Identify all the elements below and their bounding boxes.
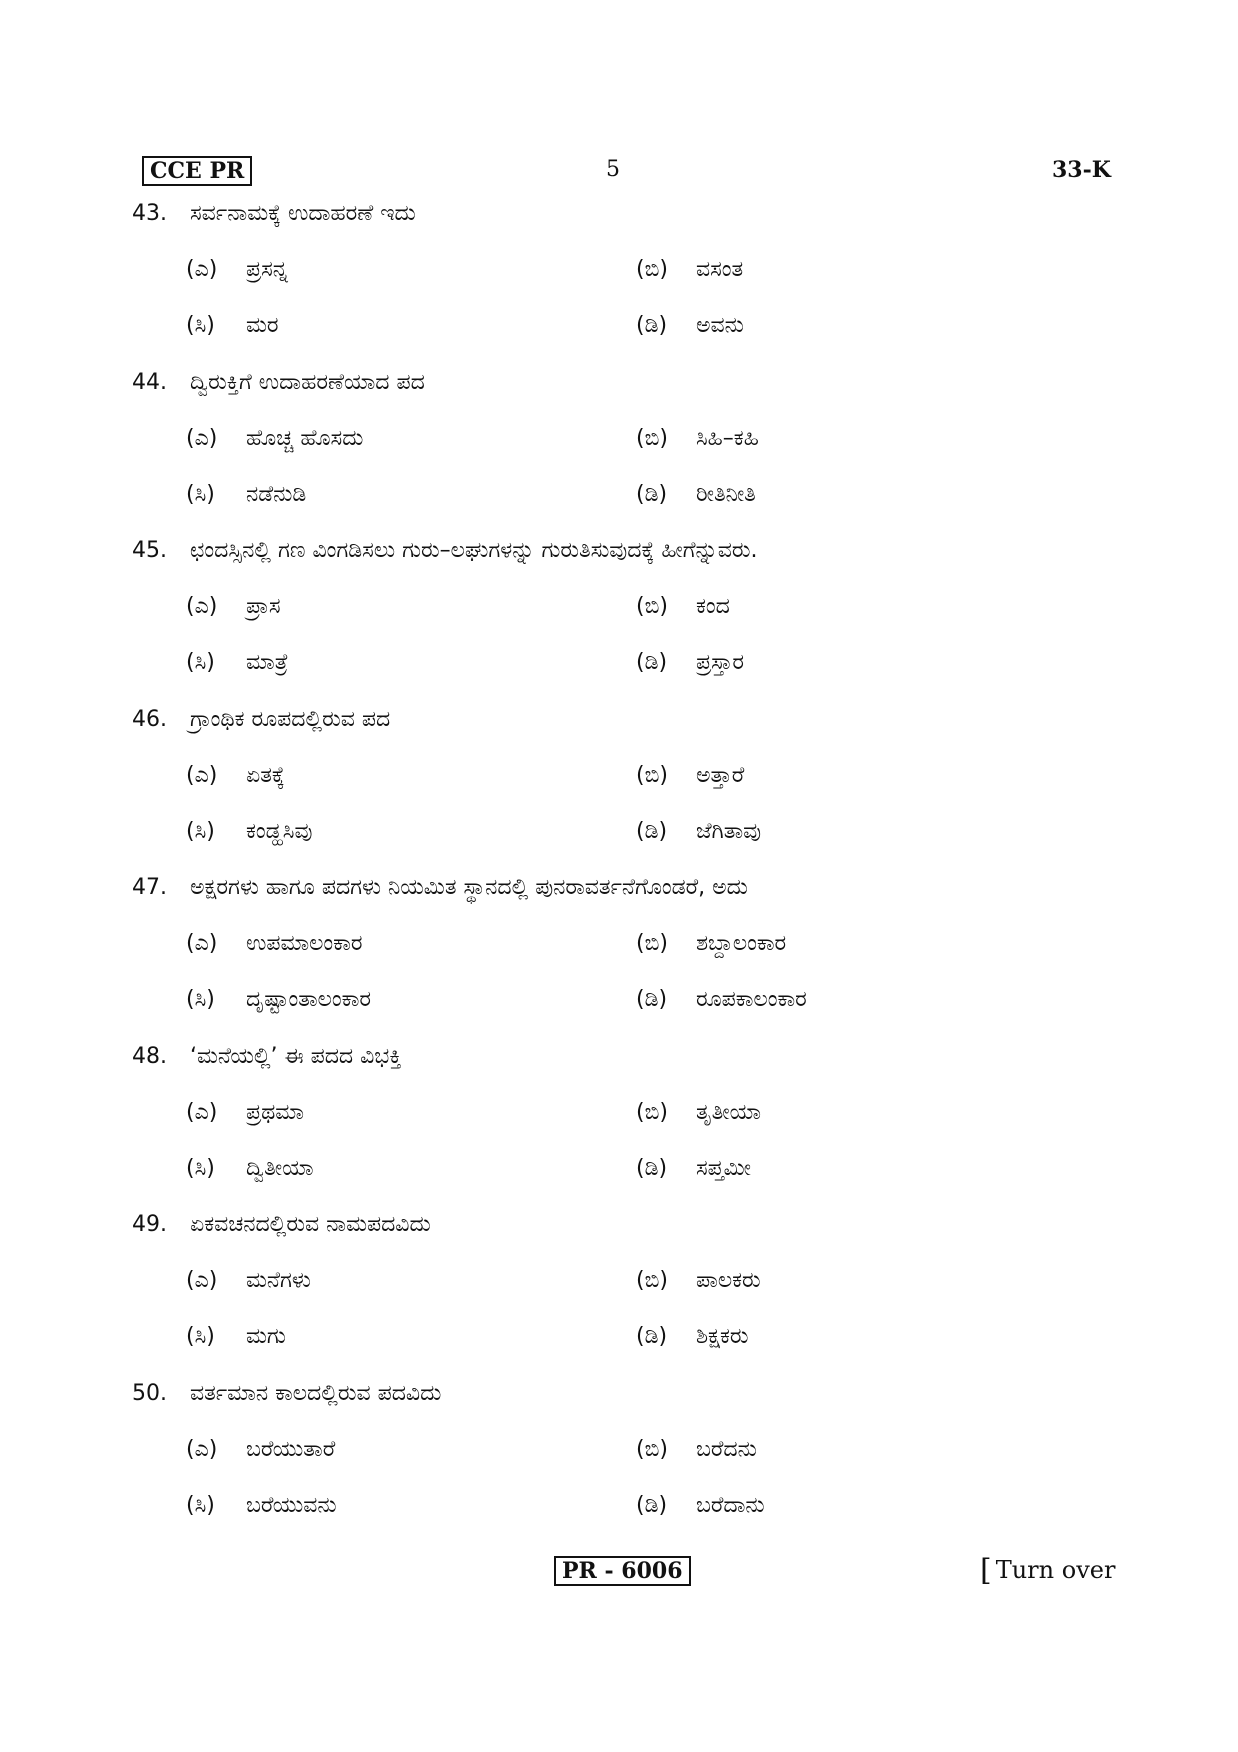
option-c: [186, 983, 371, 1017]
option-text: ಅವನು: [696, 313, 744, 338]
option-label: (ಎ): [186, 1436, 218, 1462]
option-label: (ಎ): [186, 1099, 218, 1125]
option-label: (ಎ): [186, 594, 218, 619]
option-text: ಮನೆಗಳು: [246, 1268, 311, 1293]
option-b: [636, 253, 743, 287]
option-label: (ಡಿ): [636, 1324, 668, 1349]
option-text: ಜೆಗಿತಾವು: [696, 818, 762, 844]
option-label: (ಸಿ): [186, 481, 215, 507]
option-label: (ಸಿ): [186, 1324, 215, 1349]
option-text: ಅತ್ತಾರೆ: [696, 762, 745, 788]
question-text: ದ್ವಿರುಕ್ತಿಗೆ ಉದಾಹರಣೆಯಾದ ಪದ: [190, 369, 425, 395]
option-label: (ಬಿ): [636, 1268, 668, 1293]
header-paper-code: 33-K: [1052, 157, 1111, 183]
option-label: (ಸಿ): [186, 1492, 215, 1518]
question-text: ಏಕವಚನದಲ್ಲಿರುವ ನಾಮಪದವಿದು: [190, 1212, 431, 1237]
option-label: (ಡಿ): [636, 818, 668, 844]
option-text: ಬರೆದಾನು: [696, 1492, 765, 1518]
option-text: ನಡೆನುಡಿ: [246, 481, 307, 507]
option-d: [636, 309, 744, 343]
option-label: (ಎ): [186, 931, 218, 956]
option-label: (ಬಿ): [636, 931, 668, 956]
turn-over-text: Turn over: [995, 1556, 1116, 1584]
option-d: [636, 815, 761, 849]
question-45: [132, 534, 1132, 703]
question-number: 43.: [132, 201, 167, 226]
option-c: [186, 815, 312, 849]
option-text: ಶಿಕ್ಷಕರು: [696, 1324, 749, 1349]
option-text: ಪಾಲಕರು: [696, 1268, 761, 1293]
option-text: ಶಬ್ದಾಲಂಕಾರ: [696, 931, 787, 956]
option-b: [636, 927, 786, 961]
option-text: ರೀತಿನೀತಿ: [696, 481, 756, 507]
option-text: ಕಂದ: [696, 594, 730, 619]
option-d: [636, 1152, 751, 1186]
option-text: ತೃತೀಯಾ: [696, 1099, 761, 1125]
option-label: (ಬಿ): [636, 1099, 668, 1125]
option-label: (ಸಿ): [186, 987, 215, 1012]
option-label: (ಬಿ): [636, 425, 668, 451]
question-number: 48.: [132, 1043, 167, 1069]
option-a: [186, 1433, 335, 1467]
option-c: [186, 1320, 286, 1354]
option-text: ಏತಕ್ಕೆ: [246, 762, 285, 788]
question-text: ವರ್ತಮಾನ ಕಾಲದಲ್ಲಿರುವ ಪದವಿದು: [190, 1380, 442, 1406]
question-44: [132, 366, 1132, 535]
option-text: ಹೊಚ್ಚ ಹೊಸದು: [246, 425, 364, 451]
question-46: [132, 703, 1132, 872]
option-text: ಪ್ರಸನ್ನ: [246, 257, 288, 282]
question-number: 50.: [132, 1380, 167, 1406]
turn-over-bracket: [: [980, 1553, 992, 1588]
option-text: ವಸಂತ: [696, 257, 744, 282]
question-number: 46.: [132, 706, 167, 732]
option-label: (ಸಿ): [186, 1155, 215, 1181]
question-number: 44.: [132, 369, 167, 395]
question-number: 45.: [132, 538, 167, 563]
question-47: [132, 871, 1132, 1040]
option-d: [636, 646, 744, 680]
option-text: ದೃಷ್ಟಾಂತಾಲಂಕಾರ: [246, 987, 371, 1012]
question-number: 47.: [132, 875, 167, 900]
option-c: [186, 478, 306, 512]
option-label: (ಸಿ): [186, 313, 215, 338]
option-label: (ಬಿ): [636, 762, 668, 788]
option-text: ರೂಪಕಾಲಂಕಾರ: [696, 987, 807, 1012]
option-label: (ಎ): [186, 1268, 218, 1293]
option-text: ಪ್ರಾಸ: [246, 594, 281, 619]
option-c: [186, 1152, 313, 1186]
turn-over-note: [980, 1553, 1116, 1588]
option-b: [636, 1096, 761, 1130]
option-a: [186, 927, 362, 961]
option-text: ಕಂಡ್ಹಸಿವು: [246, 818, 313, 844]
option-text: ಮಗು: [246, 1324, 286, 1349]
option-label: (ಡಿ): [636, 481, 668, 507]
option-label: (ಎ): [186, 425, 218, 451]
option-text: ಸಿಹಿ–ಕಹಿ: [696, 425, 759, 451]
option-label: (ಡಿ): [636, 1492, 668, 1518]
option-label: (ಬಿ): [636, 594, 668, 619]
question-text: ‘ಮನೆಯಲ್ಲಿ’ ಈ ಪದದ ವಿಭಕ್ತಿ: [190, 1043, 402, 1069]
option-c: [186, 646, 288, 680]
question-text: ಅಕ್ಷರಗಳು ಹಾಗೂ ಪದಗಳು ನಿಯಮಿತ ಸ್ಥಾನದಲ್ಲಿ ಪುನರಾವರ್ತನೆಗೊಂಡರೆ, ಅದು: [190, 875, 748, 900]
option-b: [636, 759, 744, 793]
option-a: [186, 1096, 304, 1130]
option-b: [636, 1264, 761, 1298]
option-label: (ಬಿ): [636, 257, 668, 282]
option-text: ಮರ: [246, 313, 279, 338]
header-page-number: 5: [606, 157, 620, 182]
footer-paper-code: PR - 6006: [554, 1556, 691, 1586]
option-text: ಬರೆಯುತಾರೆ: [246, 1436, 336, 1462]
option-d: [636, 1489, 765, 1523]
option-label: (ಸಿ): [186, 818, 215, 844]
option-a: [186, 1264, 311, 1298]
question-list: [132, 197, 1132, 1545]
option-text: ಬರೆಯುವನು: [246, 1492, 337, 1518]
option-c: [186, 309, 279, 343]
header-exam-code: CCE PR: [142, 156, 252, 186]
option-c: [186, 1489, 337, 1523]
option-text: ಪ್ರಸ್ತಾರ: [696, 650, 745, 675]
option-b: [636, 422, 759, 456]
option-text: ಸಪ್ತಮೀ: [696, 1155, 752, 1181]
question-text: ಸರ್ವನಾಮಕ್ಕೆ ಉದಾಹರಣೆ ಇದು: [190, 201, 416, 226]
question-text: ಗ್ರಾಂಥಿಕ ರೂಪದಲ್ಲಿರುವ ಪದ: [190, 706, 391, 732]
option-label: (ಸಿ): [186, 650, 215, 675]
option-a: [186, 422, 363, 456]
question-43: [132, 197, 1132, 366]
option-b: [636, 1433, 757, 1467]
option-a: [186, 253, 288, 287]
option-label: (ಡಿ): [636, 987, 668, 1012]
option-text: ಮಾತ್ರೆ: [246, 650, 289, 675]
option-text: ಬರೆದನು: [696, 1436, 757, 1462]
option-label: (ಎ): [186, 257, 218, 282]
option-label: (ಡಿ): [636, 313, 668, 338]
option-a: [186, 590, 281, 624]
question-50: [132, 1377, 1132, 1546]
option-label: (ಡಿ): [636, 1155, 668, 1181]
option-label: (ಬಿ): [636, 1436, 668, 1462]
option-text: ದ್ವಿತೀಯಾ: [246, 1155, 314, 1181]
option-d: [636, 983, 807, 1017]
question-49: [132, 1208, 1132, 1377]
option-d: [636, 1320, 749, 1354]
option-label: (ಡಿ): [636, 650, 668, 675]
option-d: [636, 478, 756, 512]
option-a: [186, 759, 285, 793]
option-text: ಉಪಮಾಲಂಕಾರ: [246, 931, 363, 956]
option-label: (ಎ): [186, 762, 218, 788]
option-text: ಪ್ರಥಮಾ: [246, 1099, 304, 1125]
question-48: [132, 1040, 1132, 1209]
option-b: [636, 590, 730, 624]
question-text: ಛಂದಸ್ಸಿನಲ್ಲಿ ಗಣ ವಿಂಗಡಿಸಲು ಗುರು–ಲಘುಗಳನ್ನು ಗುರುತಿಸುವುದಕ್ಕೆ ಹೀಗೆನ್ನುವರು.: [190, 538, 758, 563]
question-number: 49.: [132, 1212, 167, 1237]
